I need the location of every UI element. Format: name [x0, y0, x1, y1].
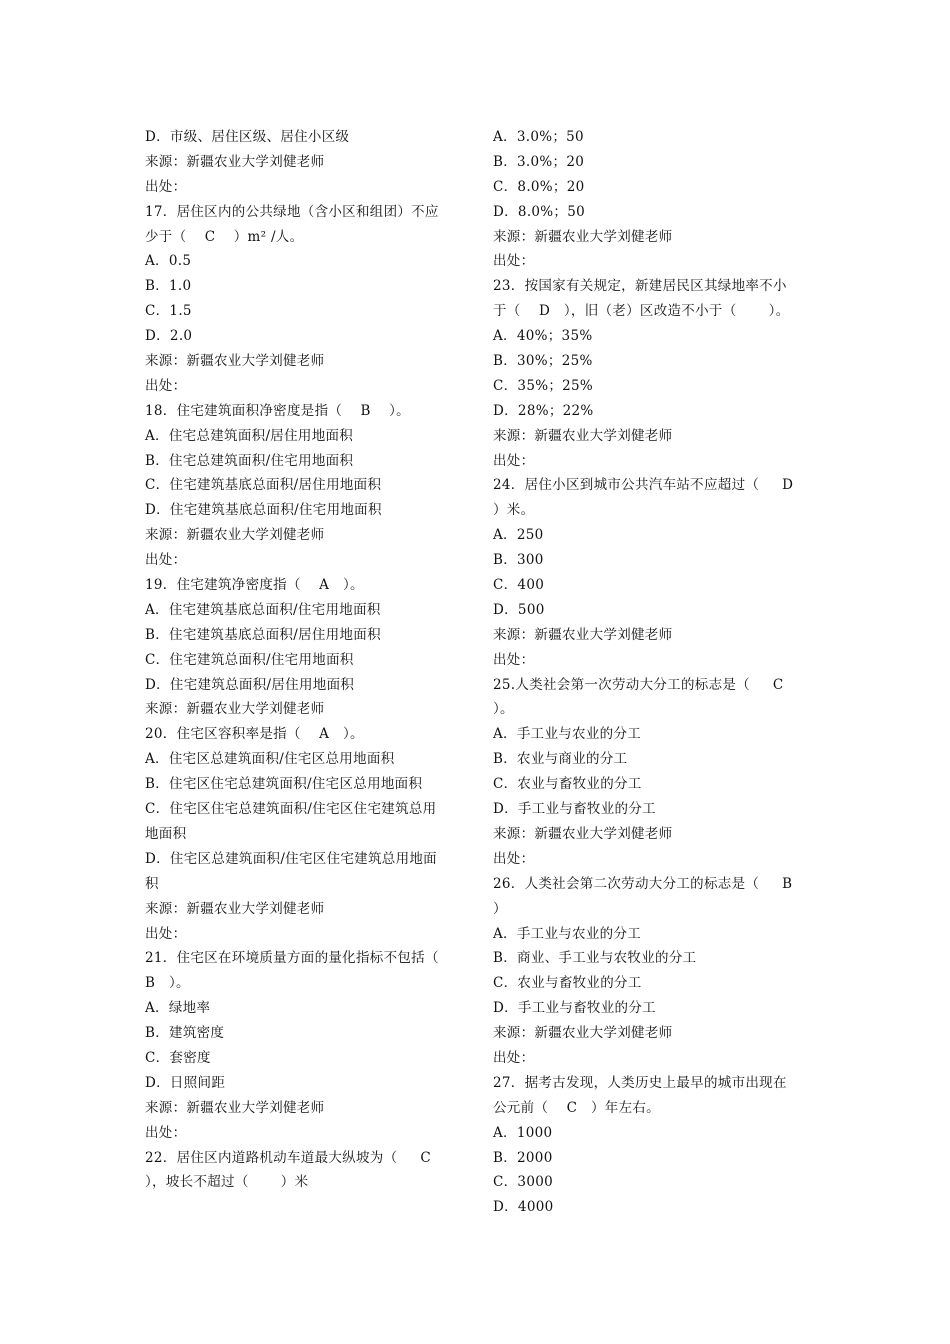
- text-line: 出处：: [145, 377, 187, 394]
- text-line: A．手工业与农业的分工: [493, 726, 642, 743]
- text-line: C．1.5: [145, 303, 192, 320]
- text-line: A．住宅建筑基底总面积/住宅用地面积: [145, 601, 381, 618]
- text-line: C．400: [493, 577, 545, 594]
- text-line: 19．住宅建筑净密度指（ A ）。: [145, 577, 364, 594]
- text-line: 22．居住区内道路机动车道最大纵坡为（ C: [145, 1149, 431, 1166]
- text-line: C．住宅区住宅总建筑面积/住宅区住宅建筑总用: [145, 801, 437, 818]
- text-line: B．住宅总建筑面积/住宅用地面积: [145, 452, 354, 469]
- text-line: C．农业与畜牧业的分工: [493, 975, 642, 992]
- text-line: A．250: [493, 527, 544, 544]
- text-line: C．8.0%；20: [493, 178, 585, 195]
- text-line: 积: [145, 875, 159, 892]
- text-line: 出处：: [493, 850, 535, 867]
- text-line: D．手工业与畜牧业的分工: [493, 1000, 656, 1017]
- text-line: 24．居住小区到城市公共汽车站不应超过（ D: [493, 477, 794, 494]
- text-line: A．3.0%；50: [493, 129, 584, 145]
- text-line: 来源：新疆农业大学刘健老师: [145, 353, 325, 370]
- text-line: 出处：: [493, 651, 535, 668]
- text-line: ）: [493, 900, 507, 917]
- text-line: 出处：: [145, 925, 187, 942]
- text-line: C．住宅建筑总面积/住宅用地面积: [145, 651, 354, 668]
- text-line: 出处：: [493, 1049, 535, 1066]
- text-line: 27．据考古发现，人类历史上最早的城市出现在: [493, 1074, 787, 1091]
- text-line: D．住宅建筑基底总面积/住宅用地面积: [145, 502, 382, 519]
- text-line: B．300: [493, 552, 544, 569]
- text-line: B．农业与商业的分工: [493, 751, 628, 768]
- text-line: B．30%；25%: [493, 353, 593, 370]
- text-line: 26．人类社会第二次劳动大分工的标志是（ B: [493, 875, 793, 892]
- text-line: B．3.0%；20: [493, 153, 585, 170]
- text-line: B．商业、手工业与农牧业的分工: [493, 950, 697, 967]
- text-line: B．2000: [493, 1149, 553, 1166]
- text-line: 来源：新疆农业大学刘健老师: [493, 825, 673, 842]
- text-line: D．500: [493, 601, 545, 618]
- text-line: B．1.0: [145, 278, 192, 295]
- text-line: C．35%；25%: [493, 377, 594, 394]
- text-line: C．套密度: [145, 1049, 211, 1066]
- text-line: C．农业与畜牧业的分工: [493, 776, 642, 793]
- text-line: A．住宅区总建筑面积/住宅区总用地面积: [145, 751, 395, 768]
- text-line: 公元前（ C ）年左右。: [493, 1099, 660, 1116]
- text-line: 来源：新疆农业大学刘健老师: [493, 1025, 673, 1042]
- text-line: D．住宅建筑总面积/居住用地面积: [145, 676, 355, 693]
- text-line: 于（ D ），旧（老）区改造不小于（ ）。: [493, 303, 790, 320]
- text-line: D．住宅区总建筑面积/住宅区住宅建筑总用地面: [145, 850, 437, 867]
- text-line: 出处：: [145, 178, 187, 195]
- text-line: 来源：新疆农业大学刘健老师: [493, 626, 673, 643]
- text-line: A．1000: [493, 1124, 553, 1141]
- text-line: B．住宅区住宅总建筑面积/住宅区总用地面积: [145, 776, 423, 793]
- text-line: A．0.5: [145, 253, 192, 270]
- text-line: A．绿地率: [145, 1000, 211, 1017]
- text-line: 来源：新疆农业大学刘健老师: [145, 1099, 325, 1116]
- text-line: D．日照间距: [145, 1074, 226, 1091]
- text-line: 出处：: [493, 253, 535, 270]
- text-line: D．8.0%；50: [493, 203, 585, 220]
- text-line: D．4000: [493, 1199, 554, 1216]
- text-line: D．手工业与畜牧业的分工: [493, 801, 656, 818]
- text-line: D．2.0: [145, 328, 193, 345]
- text-line: A．手工业与农业的分工: [493, 925, 642, 942]
- text-line: ）米。: [493, 502, 535, 519]
- text-line: C．3000: [493, 1174, 553, 1191]
- text-line: ）。: [493, 701, 514, 718]
- right-column: [493, 125, 813, 1220]
- text-line: 出处：: [493, 452, 535, 469]
- text-line: 来源：新疆农业大学刘健老师: [493, 228, 673, 245]
- text-line: 少于（ C ）m² /人。: [145, 228, 304, 245]
- text-line: 来源：新疆农业大学刘健老师: [145, 701, 325, 718]
- text-line: D．市级、居住区级、居住小区级: [145, 129, 350, 145]
- text-line: 出处：: [145, 1124, 187, 1141]
- text-line: B．住宅建筑基底总面积/居住用地面积: [145, 626, 381, 643]
- text-line: 来源：新疆农业大学刘健老师: [493, 427, 673, 444]
- text-line: B．建筑密度: [145, 1025, 225, 1042]
- text-line: 出处：: [145, 552, 187, 569]
- text-line: 18．住宅建筑面积净密度是指（ B ）。: [145, 402, 410, 419]
- text-line: ），坡长不超过（ ）米: [145, 1174, 309, 1191]
- text-line: 来源：新疆农业大学刘健老师: [145, 900, 325, 917]
- text-line: 21．住宅区在环境质量方面的量化指标不包括（: [145, 950, 439, 967]
- text-line: D．28%；22%: [493, 402, 594, 419]
- text-line: A．40%；35%: [493, 328, 593, 345]
- text-line: 20．住宅区容积率是指（ A ）。: [145, 726, 364, 743]
- left-column: [145, 125, 465, 1195]
- text-line: 地面积: [145, 825, 187, 842]
- text-line: C．住宅建筑基底总面积/居住用地面积: [145, 477, 382, 494]
- text-line: A．住宅总建筑面积/居住用地面积: [145, 427, 354, 444]
- text-line: B ）。: [145, 975, 190, 992]
- text-line: 23．按国家有关规定，新建居民区其绿地率不小: [493, 278, 787, 295]
- text-line: 17．居住区内的公共绿地（含小区和组团）不应: [145, 203, 439, 220]
- text-line: 25.人类社会第一次劳动大分工的标志是（ C: [493, 676, 784, 693]
- text-line: 来源：新疆农业大学刘健老师: [145, 153, 325, 170]
- text-line: 来源：新疆农业大学刘健老师: [145, 527, 325, 544]
